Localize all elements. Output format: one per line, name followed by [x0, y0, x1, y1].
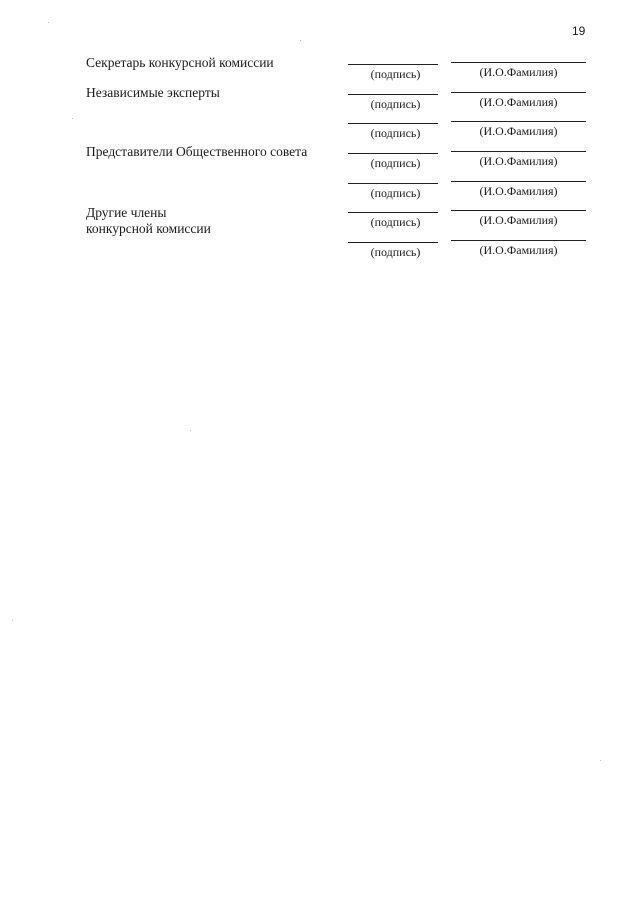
signature-caption: (подпись)	[370, 126, 421, 140]
signature-line	[348, 212, 438, 213]
role-secretary: Секретарь конкурсной комиссии	[86, 55, 274, 70]
signature-caption: (подпись)	[370, 245, 421, 259]
name-line	[451, 121, 586, 122]
page-number: 19	[572, 24, 586, 38]
name-caption: (И.О.Фамилия)	[479, 65, 558, 79]
scan-speck	[12, 620, 13, 621]
scan-speck	[600, 760, 601, 761]
name-line	[451, 62, 586, 63]
signature-caption: (подпись)	[370, 215, 421, 229]
signature-line	[348, 64, 438, 65]
name-line	[451, 151, 586, 152]
name-caption: (И.О.Фамилия)	[479, 95, 558, 109]
scan-speck	[190, 430, 191, 431]
role-other-members-line1: Другие члены	[86, 205, 167, 220]
name-caption: (И.О.Фамилия)	[479, 213, 558, 227]
signature-caption: (подпись)	[370, 186, 421, 200]
name-line	[451, 240, 586, 241]
name-caption: (И.О.Фамилия)	[479, 124, 558, 138]
signature-line	[348, 242, 438, 243]
name-caption: (И.О.Фамилия)	[479, 154, 558, 168]
scan-speck	[48, 22, 49, 23]
signature-line	[348, 123, 438, 124]
signature-line	[348, 94, 438, 95]
signature-caption: (подпись)	[370, 156, 421, 170]
name-line	[451, 181, 586, 182]
signature-line	[348, 153, 438, 154]
signature-line	[348, 183, 438, 184]
signature-caption: (подпись)	[370, 97, 421, 111]
signature-caption: (подпись)	[370, 67, 421, 81]
name-line	[451, 210, 586, 211]
name-caption: (И.О.Фамилия)	[479, 243, 558, 257]
scan-speck	[72, 118, 73, 119]
role-public-council: Представители Общественного совета	[86, 144, 308, 159]
role-other-members-line2: конкурсной комиссии	[86, 221, 211, 236]
name-caption: (И.О.Фамилия)	[479, 184, 558, 198]
role-independent-experts: Независимые эксперты	[86, 85, 220, 100]
name-line	[451, 92, 586, 93]
scan-speck	[300, 40, 301, 41]
